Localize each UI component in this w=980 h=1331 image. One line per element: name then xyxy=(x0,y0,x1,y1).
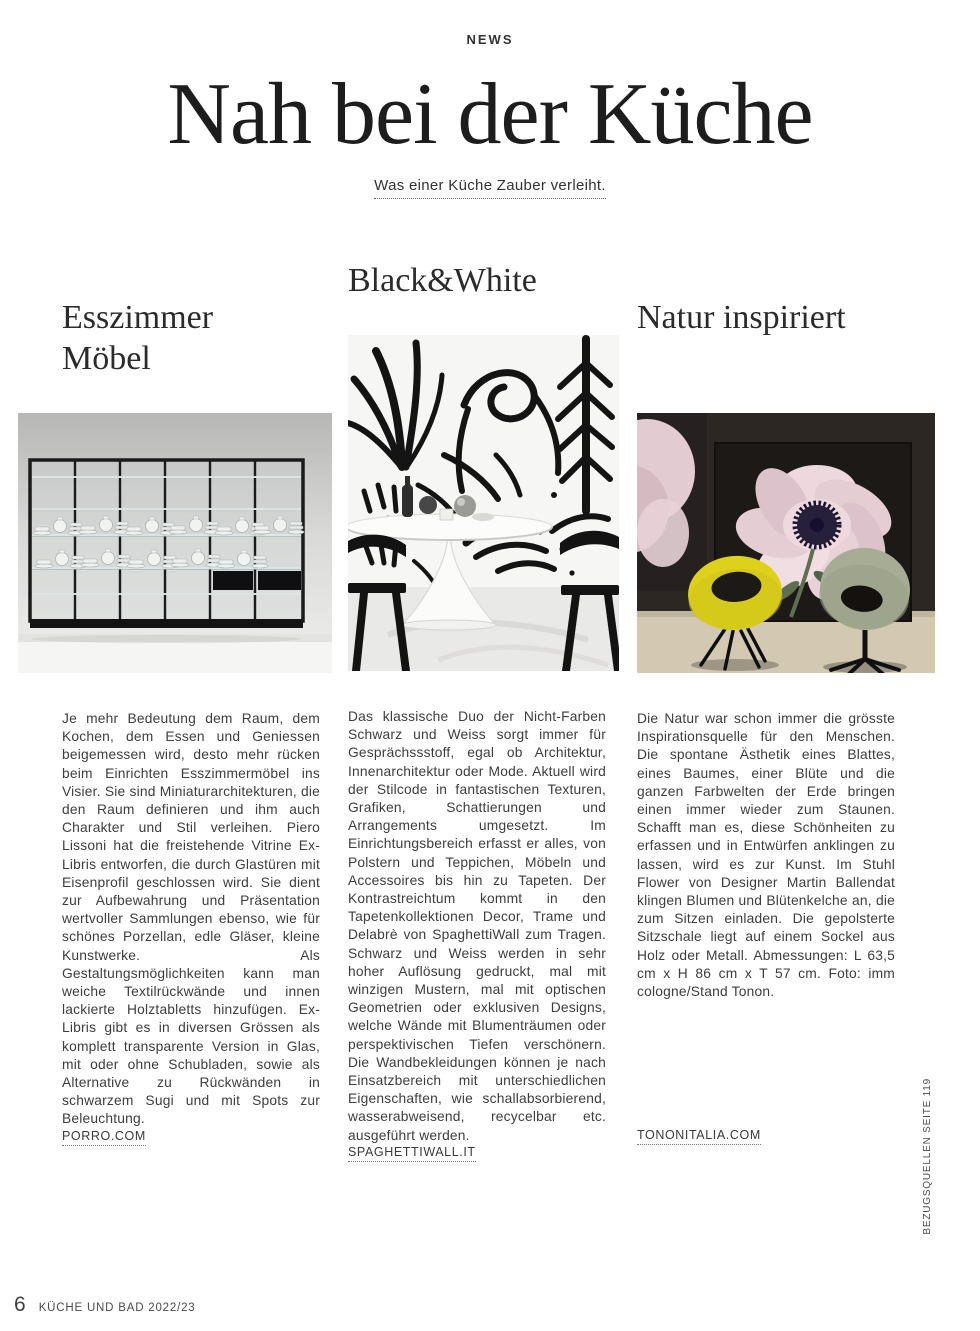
article-esszimmer-moebel xyxy=(18,255,332,1145)
article-natur-inspiriert xyxy=(637,255,935,1145)
page-footer xyxy=(14,1293,195,1317)
article-black-white xyxy=(348,255,619,1159)
article-heading: Natur inspiriert xyxy=(637,299,846,336)
page-number: 6 xyxy=(14,1293,26,1316)
source-link-spaghettiwall[interactable]: SPAGHETTIWALL.IT xyxy=(348,1145,476,1162)
article-body: Je mehr Bedeutung dem Raum, dem Kochen, dem Essen und Geniessen beigemessen wird, desto mehr rücken beim Einrichten Esszimmermöbel ins Visier. Sie sind Miniaturarchitekturen, die den Raum definieren und ihm auch Charakter und Stil verleihen. Piero Lissoni hat die freistehende Vitrine Ex-Libris entworfen, die durch Glastüren mit Eisenprofil geschlossen wird. Sie dient zur Aufbewahrung und Präsentation wertvoller Sammlungen ebenso, wie für schönes Porzellan, edle Gläser, kleine Kunstwerke. Als Gestaltungsmöglichkeiten kann man weiche Textilrückwände und innen lackierte Holztabletts hinzufügen. Ex-Libris gibt es in diversen Grössen als komplett transparente Version in Glas, mit oder ohne Schubladen, sowie als Alternative zu Rückwänden in schwarzem Sugi und mit Spots zur Beleuchtung. xyxy=(62,711,320,1127)
edition-label: KÜCHE UND BAD 2022/23 xyxy=(38,1302,196,1314)
sources-page-note: BEZUGSQUELLEN SEITE 119 xyxy=(922,1078,933,1235)
flower-chairs-photo xyxy=(637,413,935,673)
article-heading: Esszimmer Möbel xyxy=(62,299,214,377)
section-kicker: NEWS xyxy=(466,32,514,47)
article-heading: Black&White xyxy=(348,262,537,299)
source-link-tononitalia[interactable]: TONONITALIA.COM xyxy=(637,1128,761,1145)
article-body: Die Natur war schon immer die grösste Inspirationsquelle für den Menschen. Die spontane Ästhetik eines Blattes, eines Baumes, einer Blüte und die ganzen Farbwelten der Erde bringen einen immer wieder zum Staunen. Schafft man es, diese Schönheiten zu erfassen und in Entwürfen anklingen zu lassen, wird es zur Kunst. Im Stuhl Flower von Designer Martin Ballendat klingen Blumen und Blütenkelche an, die zum Sitzen einladen. Die gepolsterte Sitzschale liegt auf einem Sockel aus Holz oder Metall. Abmessungen: L 63,5 cm x H 86 cm x T 57 cm. Foto: imm cologne/Stand Tonon. xyxy=(637,711,895,1000)
source-link-porro[interactable]: PORRO.COM xyxy=(62,1129,146,1146)
page-subtitle: Was einer Küche Zauber verleiht. xyxy=(374,177,606,199)
page-title: Nah bei der Küche xyxy=(167,66,813,163)
article-body: Das klassische Duo der Nicht-Farben Schwarz und Weiss sorgt immer für Gesprächssstoff, egal ob Architektur, Innenarchitektur oder Mode. Aktuell wird der Stilcode in fantastischen Texturen, Grafiken, Schattierungen und Arrangements umgesetzt. Im Einrichtungsbereich erfasst er alles, von Polstern und Teppichen, Möbeln und Accessoires bis hin zu Tapeten. Der Kontrastreichtum kommt in den Tapetenkollektionen Decor, Trame und Delabrè von SpaghettiWall zum Tragen. Schwarz und Weiss werden in sehr hoher Auflösung gedruckt, mal mit winzigen Mustern, mal mit optischen Geometrien oder exklusiven Designs, welche Wände mit Blumenträumen oder perspektivischen Tiefen verschönern. Die Wandbekleidungen können je nach Einsatzbereich mit unterschiedlichen Eigenschaften, wie schallabsorbierend, wasserabweisend, recycelbar etc. ausgeführt werden. xyxy=(348,709,606,1143)
vitrine-photo xyxy=(18,413,332,673)
wallpaper-photo xyxy=(348,335,619,671)
